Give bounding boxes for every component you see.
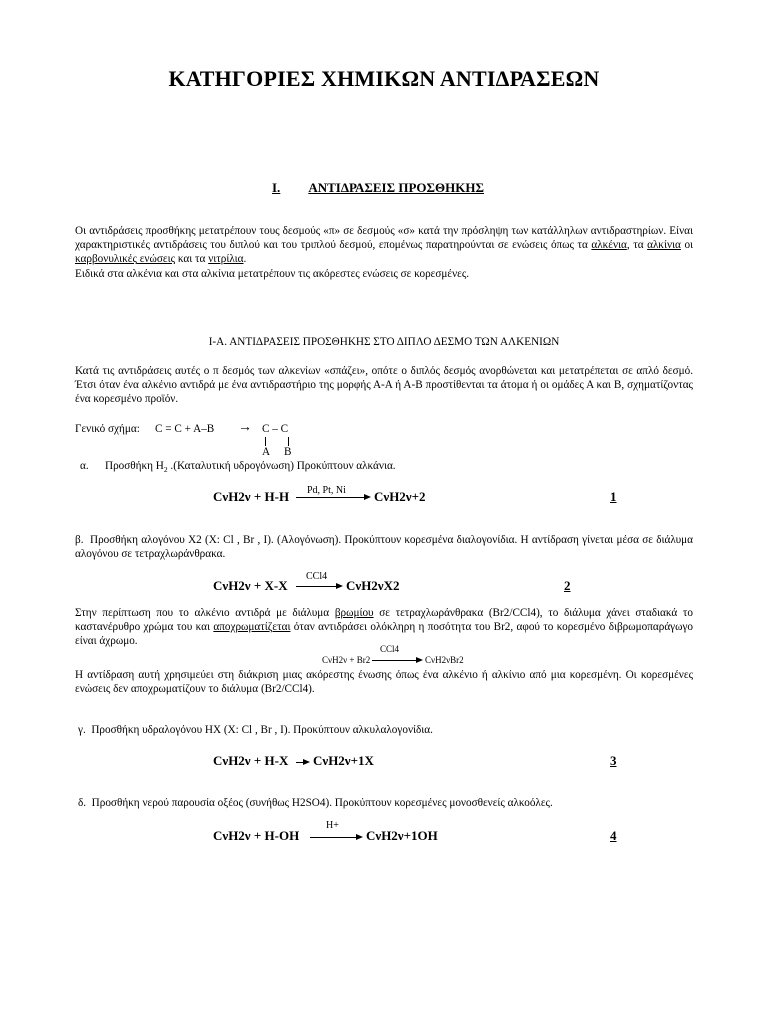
section-number: I. (272, 180, 281, 195)
term-carbonyl: καρβονυλικές ενώσεις (75, 253, 176, 266)
equation-1-left: CνH2ν + H-H (213, 489, 290, 504)
substituent-b: B (284, 446, 292, 458)
bromine-test-paragraph (75, 606, 693, 649)
item-marker-c: γ. (78, 724, 86, 736)
arrow-head-icon (364, 494, 371, 500)
page-title: ΚΑΤΗΓΟΡΙΕΣ ΧΗΜΙΚΩΝ ΑΝΤΙΔΡΑΣΕΩΝ (168, 66, 600, 91)
bromine-text-2: σε τετραχλωράνθρακα (Br2/CCl4), το διάλυμα χάνει σταδιακά το καστανέρυθρο χρώμα του και (75, 607, 694, 634)
item-text-d (78, 797, 553, 809)
arrow-head-icon (303, 759, 310, 765)
section-heading (272, 180, 484, 196)
equation-1-right: CνH2ν+2 (374, 489, 426, 504)
general-scheme-product: C – C (262, 423, 289, 435)
reaction-arrow (296, 762, 303, 763)
equation-2-right: CνH2νX2 (346, 578, 400, 593)
item-d-text: Προσθήκη νερού παρουσία οξέος (συνήθως H2SO4). Προκύπτουν κορεσμένες μονοσθενείς αλκοόλες. (91, 797, 553, 809)
equation-1-number: 1 (610, 489, 617, 504)
equation-2-left: CνH2ν + X-X (213, 578, 288, 593)
equation-2-catalyst: CCl4 (306, 571, 328, 582)
bond-line (288, 437, 289, 446)
bond-line (265, 437, 266, 446)
equation-4-number: 4 (610, 828, 617, 843)
term-alkynes: αλκίνια (647, 239, 681, 252)
arrow-head-icon (416, 657, 423, 663)
item-b-text: Προσθήκη αλογόνου X2 (X: Cl , Br , I). (Αλογόνωση). Προκύπτουν κορεσμένα διαλογονίδια. Η αντίδραση γίνεται μέσα σε διάλυμα αλογόνου σε τετραχλωράνθρακα. (75, 534, 694, 561)
equation-3-left: CνH2ν + H-X (213, 753, 289, 768)
equation-3-number: 3 (610, 753, 617, 768)
reaction-arrow (310, 837, 356, 838)
item-a-sub: 2 (163, 465, 168, 475)
bromine-text-1: Στην περίπτωση που το αλκένιο αντιδρά με διάλυμα (75, 607, 330, 619)
intro-sep: οι (684, 239, 694, 252)
subsection-heading: Ι-Α. ΑΝΤΙΔΡΑΣΕΙΣ ΠΡΟΣΘΗΚΗΣ ΣΤΟ ΔΙΠΛΟ ΔΕΣΜΟ ΤΩΝ ΑΛΚΕΝΙΩΝ (208, 336, 560, 348)
general-scheme-reactants: C = C + A–B (155, 423, 215, 435)
equation-4-left: CνH2ν + H-OH (213, 828, 300, 843)
equation-4-right: CνH2ν+1OH (366, 828, 438, 843)
subsection-paragraph: Κατά τις αντιδράσεις αυτές ο π δεσμός των αλκενίων «σπάζει», οπότε ο διπλός δεσμός ανορθώνεται και μετατρέπεται σε απλό δεσμό. Έτσι όταν ένα αλκένιο αντιδρά με ένα αντιδραστήριο της μορφής Α-Α ή Α-Β προστίθενται τα άτομα ή οι ομάδες Α και Β, σχηματίζοντας ένα κορεσμένο προϊόν. (75, 365, 693, 406)
item-a-text-pre: Προσθήκη H (105, 460, 164, 472)
reaction-arrow (296, 586, 336, 587)
small-equation-right: CνH2νBr2 (425, 655, 464, 665)
intro-sep: και τα (177, 253, 206, 266)
intro-paragraph (75, 224, 693, 281)
usage-paragraph: Η αντίδραση αυτή χρησιμεύει στη διάκριση μιας ακόρεστης ένωσης όπως ένα αλκένιο ή αλκίνιο από μια κορεσμένη. Οι κορεσμένες ενώσεις δεν αποχρωματίζουν το διάλυμα (Br2/CCl4). (75, 669, 693, 696)
term-decolor: αποχρωματίζεται (213, 621, 291, 634)
item-text-a (105, 460, 396, 474)
arrow-head-icon (356, 834, 363, 840)
small-equation-catalyst: CCl4 (380, 644, 400, 654)
equation-4-catalyst: H+ (326, 820, 339, 831)
equation-2-number: 2 (564, 578, 571, 593)
equation-3-right: CνH2ν+1X (313, 753, 374, 768)
reaction-arrow (296, 497, 364, 498)
item-a-text-post: .(Καταλυτική υδρογόνωση) Προκύπτουν αλκάνια. (167, 460, 396, 472)
term-nitriles: νιτρίλια (208, 253, 244, 266)
item-marker-d: δ. (78, 797, 87, 809)
item-c-text: Προσθήκη υδραλογόνου HX (X: Cl , Br , I). Προκύπτουν αλκυλαλογονίδια. (91, 724, 433, 736)
small-equation-left: CνH2ν + Br2 (322, 655, 371, 665)
intro-text-2: Ειδικά στα αλκένια και στα αλκίνια μετατρέπουν τις ακόρεστες ενώσεις σε κορεσμένες. (75, 267, 470, 280)
item-text-b (75, 533, 693, 561)
substituent-a: A (262, 446, 271, 458)
section-title: ΑΝΤΙΔΡΑΣΕΙΣ ΠΡΟΣΘΗΚΗΣ (308, 180, 484, 195)
item-marker-b: β. (75, 534, 84, 546)
reaction-arrow (372, 660, 416, 661)
term-alkenes: αλκένια (591, 239, 627, 252)
arrow-head-icon (336, 583, 343, 589)
item-marker-a: α. (80, 460, 89, 472)
item-text-c (78, 724, 433, 736)
intro-sep: . (243, 253, 247, 266)
bromine-text-3: όταν αντιδράσει ολόκληρη η ποσότητα του Br2, αφού το κορεσμένο διβρωμοπαράγωγο είναι άχρωμο. (75, 621, 694, 648)
intro-sep: , τα (626, 239, 644, 252)
general-scheme-arrow: → (238, 420, 252, 435)
general-scheme-label: Γενικό σχήμα: (75, 423, 140, 435)
term-bromine: βρωμίου (334, 607, 374, 619)
intro-text: Οι αντιδράσεις προσθήκης μετατρέπουν τους δεσμούς «π» σε δεσμούς «σ» κατά την πρόσληψη των κατάλληλων αντιδραστηρίων. Είναι χαρακτηριστικές αντιδράσεις του διπλού και του τριπλού δεσμού, επομένως παρατηρούνται σε ενώσεις όπως τα (75, 225, 693, 252)
equation-1-catalyst: Pd, Pt, Ni (307, 485, 346, 496)
